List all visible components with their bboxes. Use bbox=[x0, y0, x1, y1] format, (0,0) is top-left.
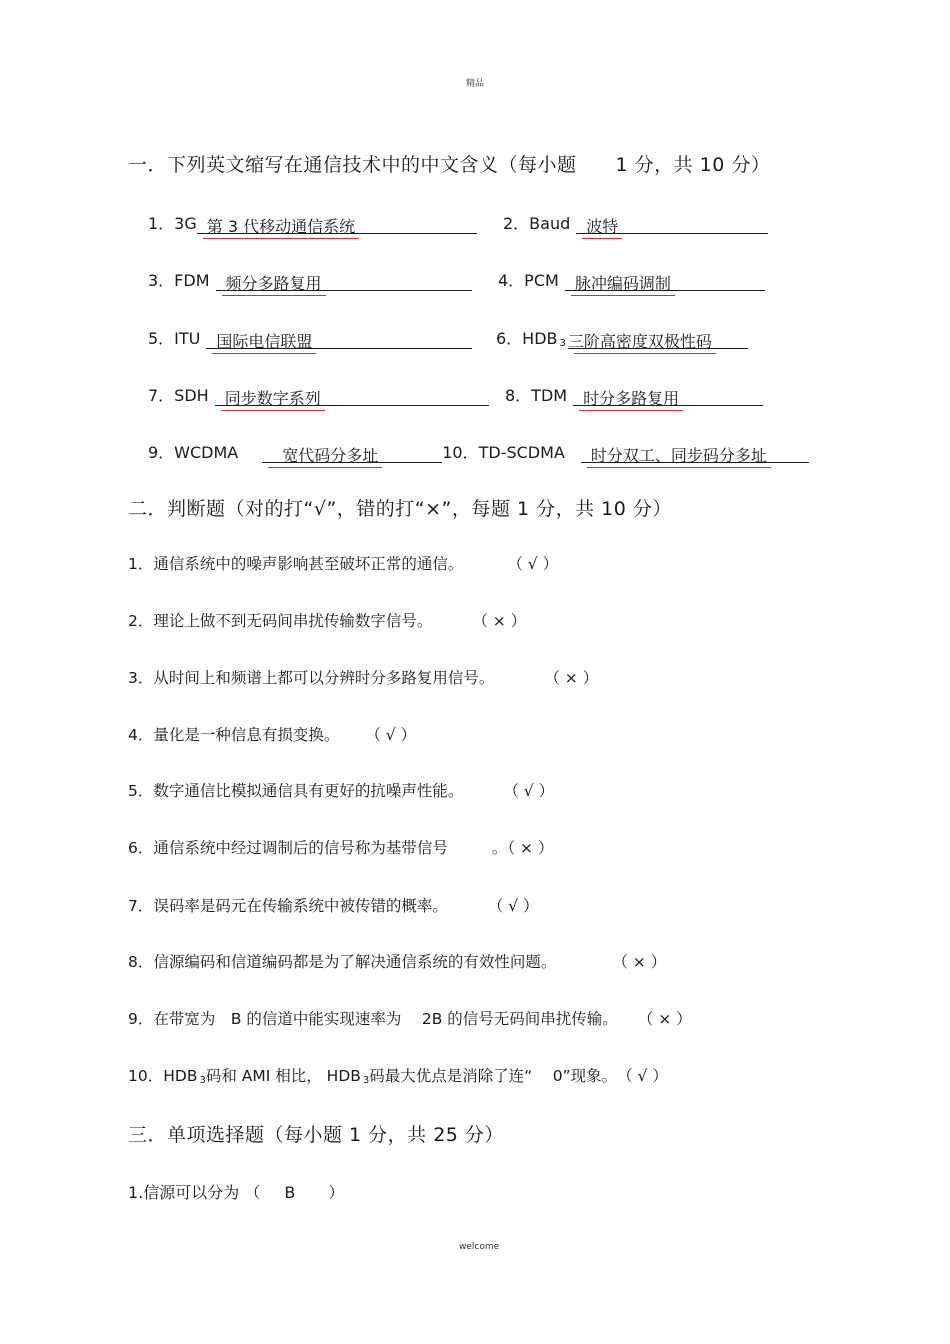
judge-item-8 bbox=[128, 950, 666, 972]
abbr-item-3 bbox=[148, 268, 472, 291]
abbr-item-8 bbox=[505, 383, 763, 406]
judge-item-1 bbox=[128, 552, 558, 574]
answer-blank bbox=[581, 443, 809, 463]
judge-item-6 bbox=[128, 836, 553, 858]
judge-item-5 bbox=[128, 779, 554, 801]
judge-text: 7．误码率是码元在传输系统中被传错的概率。 bbox=[128, 897, 448, 915]
answer-text: 同步数字系列 bbox=[215, 386, 321, 409]
judge-text: 2．理论上做不到无码间串扰传输数字信号。 bbox=[128, 612, 433, 630]
answer-text: 脉冲编码调制 bbox=[565, 271, 671, 294]
abbr-item-2 bbox=[503, 211, 768, 234]
abbr-label: 2．Baud bbox=[503, 214, 571, 233]
answer-text: 波特 bbox=[576, 214, 618, 237]
subscript: 3 bbox=[559, 338, 566, 349]
judge-text: 9．在带宽为 B 的信道中能实现速率为 2B 的信号无码间串扰传输。 bbox=[128, 1010, 618, 1028]
judge-text: 10．HDB bbox=[128, 1067, 198, 1085]
judge-mark: （ × ） bbox=[544, 669, 599, 687]
judge-text: 6．通信系统中经过调制后的信号称为基带信号 bbox=[128, 839, 448, 857]
abbr-item-5 bbox=[148, 326, 472, 349]
answer-text: 国际电信联盟 bbox=[206, 329, 312, 352]
answer-blank bbox=[215, 386, 489, 406]
judge-text: 码和 AMI 相比， HDB bbox=[205, 1067, 361, 1085]
answer-blank bbox=[573, 386, 763, 406]
judge-text: 5．数字通信比模拟通信具有更好的抗噪声性能。 bbox=[128, 782, 464, 800]
page-footer: welcome bbox=[459, 1242, 500, 1252]
abbr-item-6 bbox=[496, 326, 748, 349]
judge-text: 4．量化是一种信息有损变换。 bbox=[128, 726, 340, 744]
judge-text: 8．信源编码和信道编码都是为了解决通信系统的有效性问题。 bbox=[128, 953, 557, 971]
answer-text: 时分多路复用 bbox=[573, 386, 679, 409]
judge-item-2 bbox=[128, 609, 526, 631]
abbr-item-1 bbox=[148, 211, 477, 234]
answer-blank bbox=[565, 271, 765, 291]
answer-blank bbox=[206, 329, 472, 349]
section1-title: 一．下列英文缩写在通信技术中的中文含义（每小题 1 分，共 10 分） bbox=[128, 154, 771, 176]
judge-mark: （ √ ） bbox=[365, 726, 417, 744]
judge-text: 1．通信系统中的噪声影响甚至破坏正常的通信。 bbox=[128, 555, 464, 573]
answer-text: 宽代码分多址 bbox=[262, 443, 378, 466]
abbr-label: 10．TD-SCDMA bbox=[442, 443, 565, 462]
abbr-label: 8．TDM bbox=[505, 386, 568, 405]
judge-item-4 bbox=[128, 723, 416, 745]
section3-title: 三．单项选择题（每小题 1 分，共 25 分） bbox=[128, 1124, 504, 1146]
judge-mark: （ × ） bbox=[612, 953, 667, 971]
judge-mark: （ √ ） bbox=[507, 555, 559, 573]
subscript: 3 bbox=[362, 1075, 370, 1086]
answer-blank bbox=[197, 214, 477, 234]
answer-text: 三阶高密度双极性码 bbox=[568, 329, 712, 352]
judge-mark: 。（ × ） bbox=[491, 839, 554, 857]
subscript: 3 bbox=[199, 1075, 206, 1086]
judge-item-10 bbox=[128, 1064, 668, 1086]
answer-blank bbox=[576, 214, 768, 234]
judge-text: 码最大优点是消除了连“ 0”现象。 bbox=[369, 1067, 618, 1085]
abbr-item-4 bbox=[498, 268, 765, 291]
judge-mark: （ × ） bbox=[637, 1010, 692, 1028]
judge-mark: （ × ） bbox=[472, 612, 527, 630]
choice-question-1 bbox=[128, 1180, 344, 1203]
answer-text: 第 3 代移动通信系统 bbox=[197, 214, 355, 237]
choice-answer: B bbox=[284, 1183, 296, 1202]
judge-mark: （ √ ） bbox=[503, 782, 555, 800]
abbr-label: 1．3G bbox=[148, 214, 197, 233]
judge-item-9 bbox=[128, 1007, 692, 1029]
abbr-label: 3．FDM bbox=[148, 271, 210, 290]
answer-text: 时分双工、同步码分多址 bbox=[581, 443, 767, 466]
abbr-item-9 bbox=[148, 440, 809, 463]
judge-text: 3．从时间上和频谱上都可以分辨时分多路复用信号。 bbox=[128, 669, 495, 687]
answer-text: 频分多路复用 bbox=[216, 271, 322, 294]
abbr-label: 5．ITU bbox=[148, 329, 201, 348]
question-text: 1.信源可以分为 （ bbox=[128, 1183, 261, 1202]
abbr-label: 9．WCDMA bbox=[148, 443, 239, 462]
judge-item-7 bbox=[128, 894, 539, 916]
judge-item-3 bbox=[128, 666, 598, 688]
abbr-label: 6．HDB bbox=[496, 329, 558, 348]
abbr-label: 7．SDH bbox=[148, 386, 209, 405]
answer-blank bbox=[262, 443, 442, 463]
section2-title: 二．判断题（对的打“√”，错的打“×”，每题 1 分，共 10 分） bbox=[128, 498, 672, 520]
judge-mark: （ √ ） bbox=[617, 1067, 668, 1085]
judge-mark: （ √ ） bbox=[487, 897, 539, 915]
question-close: ） bbox=[328, 1183, 345, 1202]
page-header: 精品 bbox=[466, 79, 485, 89]
abbr-label: 4．PCM bbox=[498, 271, 559, 290]
abbr-item-7 bbox=[148, 383, 489, 406]
answer-blank bbox=[216, 271, 472, 291]
answer-blank bbox=[568, 329, 748, 349]
